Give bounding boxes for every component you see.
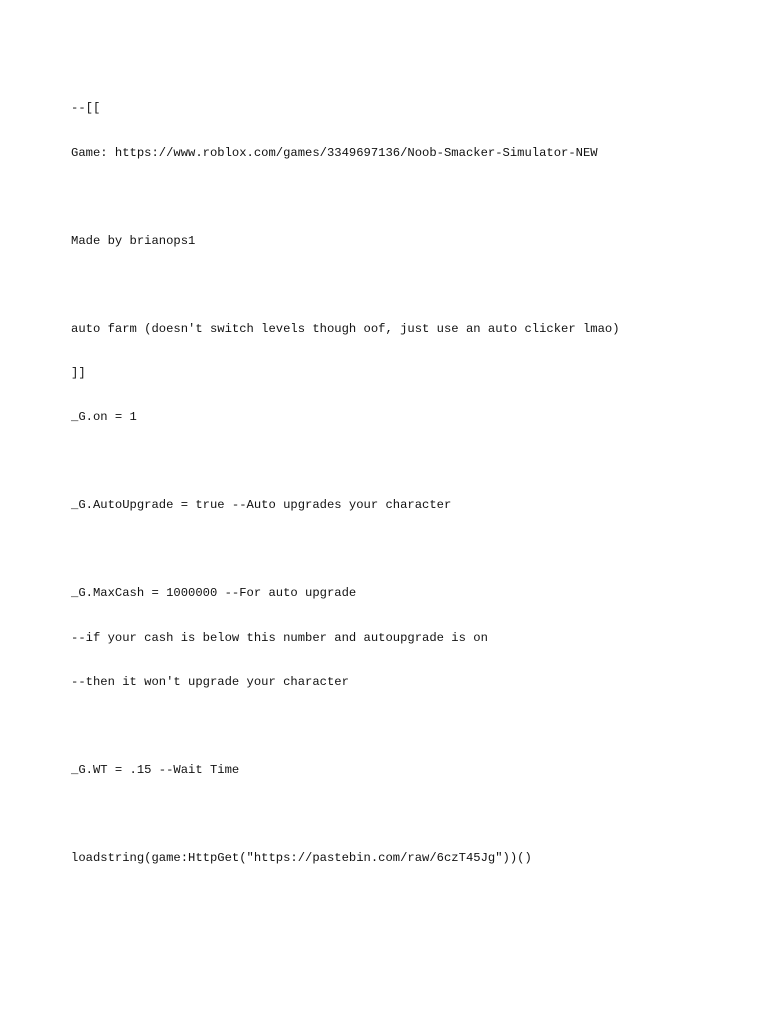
code-line-blank [71,719,620,734]
code-line-wait-time-setting: _G.WT = .15 --Wait Time [71,762,240,777]
code-line-autoupgrade-setting: _G.AutoUpgrade = true --Auto upgrades your character [71,498,452,513]
code-line-blank [71,454,620,469]
code-text-block [71,72,620,895]
code-line-on-setting: _G.on = 1 [71,410,137,425]
code-line-comment-close: ]] [71,365,86,380]
code-line-loadstring: loadstring(game:HttpGet("https://pastebin.com/raw/6czT45Jg"))() [71,851,532,865]
code-line-maxcash-comment-2: --then it won't upgrade your character [71,674,349,689]
code-line-maxcash-setting: _G.MaxCash = 1000000 --For auto upgrade [71,586,357,601]
code-line-description: auto farm (doesn't switch levels though oof, just use an auto clicker lmao) [71,321,620,336]
code-line-maxcash-comment-1: --if your cash is below this number and autoupgrade is on [71,630,488,645]
code-line-author: Made by brianops1 [71,233,196,248]
code-line-blank [71,190,620,205]
code-line-blank [71,807,620,822]
code-line-blank [71,542,620,557]
code-line-blank [71,278,620,293]
code-line-comment-open: --[[ [71,101,101,116]
code-line-game-url: Game: https://www.roblox.com/games/3349697136/Noob-Smacker-Simulator-NEW [71,145,598,160]
